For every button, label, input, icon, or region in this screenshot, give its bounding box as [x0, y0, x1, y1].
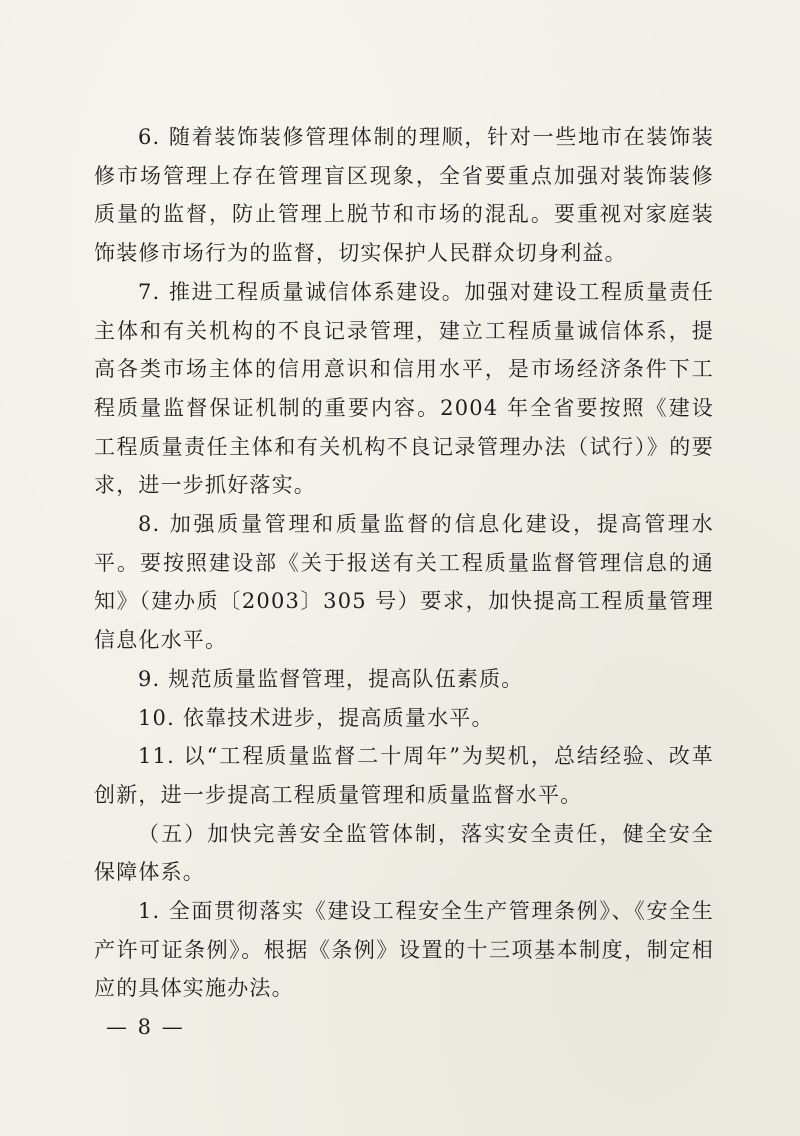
paragraph-item-8: 8. 加强质量管理和质量监督的信息化建设，提高管理水平。要按照建设部《关于报送有关工程质量监督管理信息的通知》（建办质〔2003〕305 号）要求，加快提高工程质量管理信息化水平。: [94, 512, 714, 653]
paragraph-item-1: 1. 全面贯彻落实《建设工程安全生产管理条例》、《安全生产许可证条例》。根据《条例》设置的十三项基本制度，制定相应的具体实施办法。: [94, 899, 714, 1001]
paragraph-item-11: 11. 以“工程质量监督二十周年”为契机，总结经验、改革创新，进一步提高工程质量管理和质量监督水平。: [94, 744, 714, 807]
page-number: — 8 —: [106, 1015, 185, 1039]
paragraph-item-10: 10. 依靠技术进步，提高质量水平。: [138, 705, 494, 730]
paragraph-item-6: 6. 随着装饰装修管理体制的理顺，针对一些地市在装饰装修市场管理上存在管理盲区现象，全省要重点加强对装饰装修质量的监督，防止管理上脱节和市场的混乱。要重视对家庭装饰装修市场行为的监督，切实保护人民群众切身利益。: [94, 125, 714, 266]
paragraph-item-9: 9. 规范质量监督管理，提高队伍素质。: [138, 666, 524, 691]
document-body: [94, 118, 714, 1008]
section-heading-5: （五）加快完善安全监管体制，落实安全责任，健全安全保障体系。: [94, 821, 714, 885]
paragraph-item-7: 7. 推进工程质量诚信体系建设。加强对建设工程质量责任主体和有关机构的不良记录管理，建立工程质量诚信体系，提高各类市场主体的信用意识和信用水平，是市场经济条件下工程质量监督保证机制的重要内容。2004 年全省要按照《建设工程质量责任主体和有关机构不良记录管理办法（试行）》的要求，进一步抓好落实。: [94, 279, 714, 498]
